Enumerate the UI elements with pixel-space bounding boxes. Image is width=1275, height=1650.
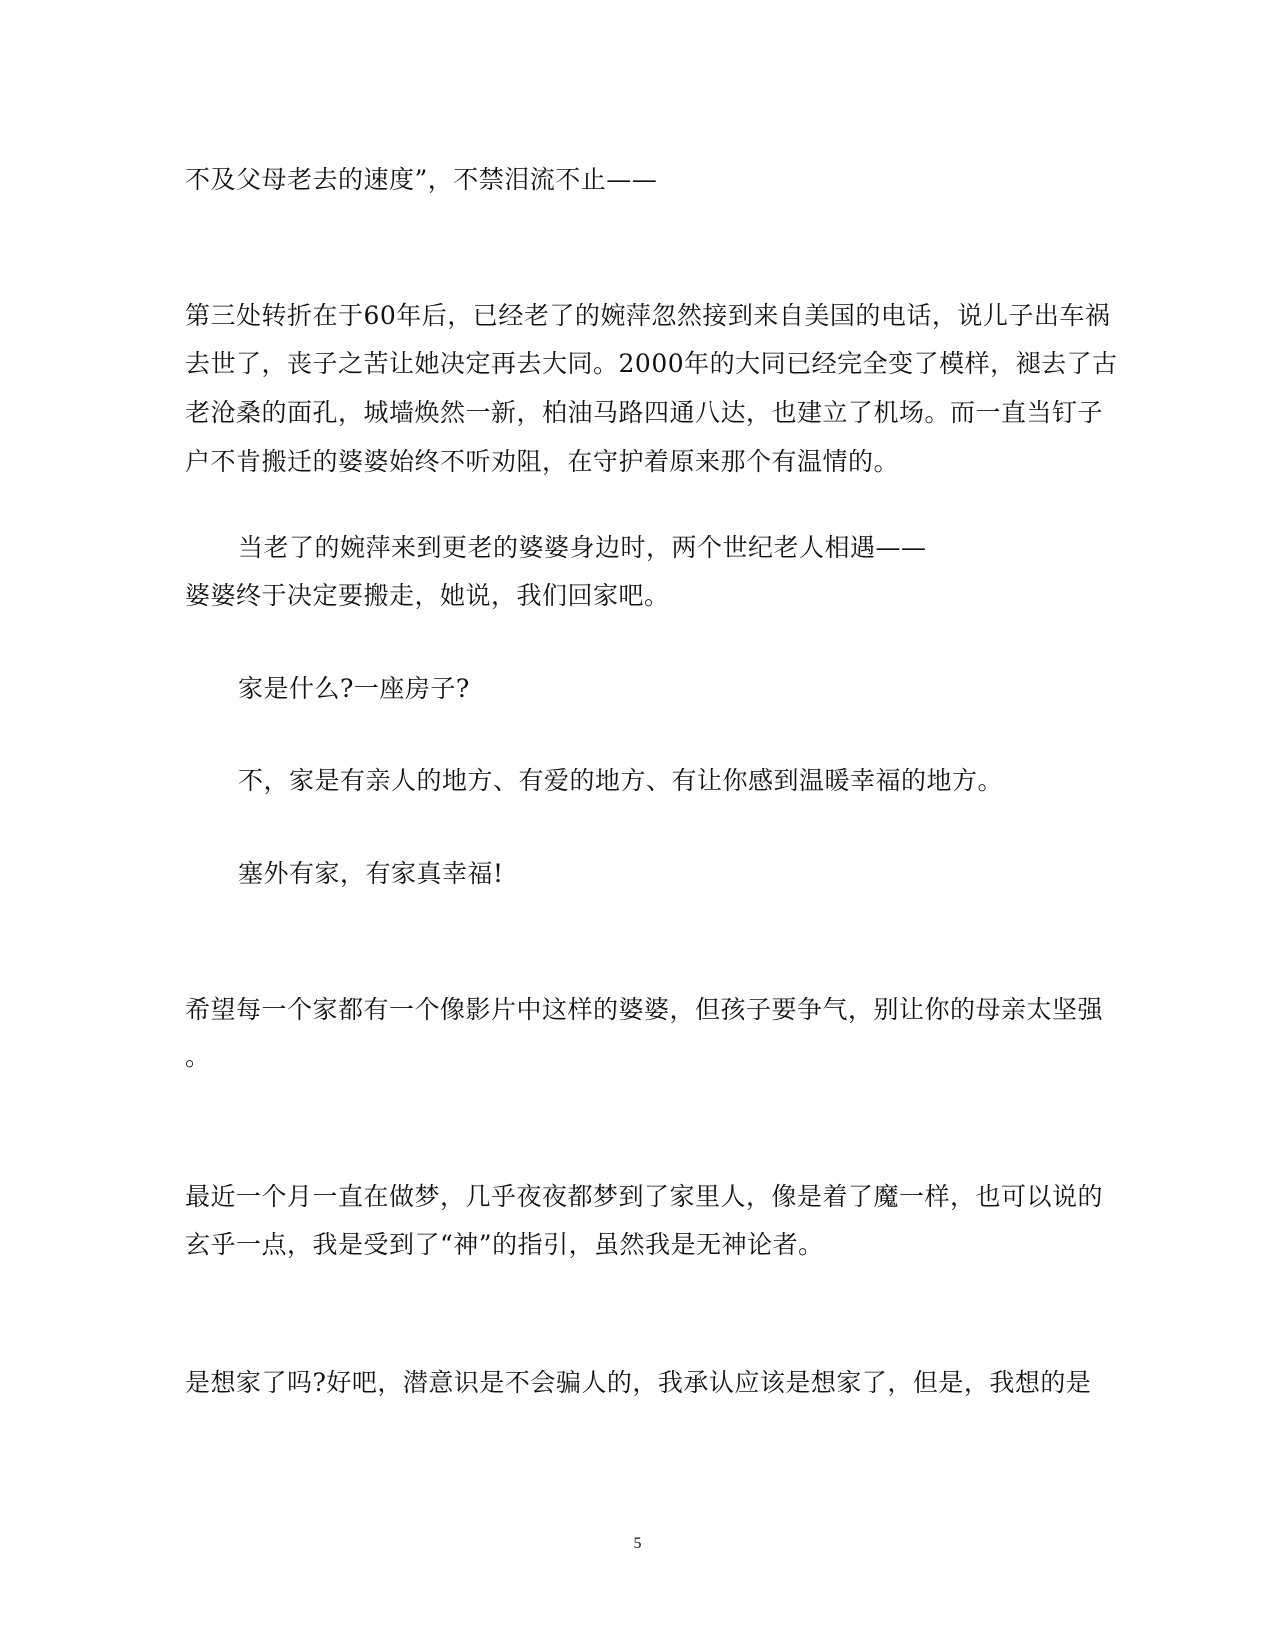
text-line: 当老了的婉萍来到更老的婆婆身边时，两个世纪老人相遇—— [238,533,927,562]
text-line: 希望每一个家都有一个像影片中这样的婆婆，但孩子要争气，别让你的母亲太坚强 [185,995,1104,1024]
page-number: 5 [633,1535,642,1552]
text-line: 老沧桑的面孔，城墙焕然一新，柏油马路四通八达，也建立了机场。而一直当钉子 [185,398,1104,427]
text-line: 玄乎一点，我是受到了“神”的指引，虽然我是无神论者。 [185,1230,824,1259]
text-line: 最近一个月一直在做梦，几乎夜夜都梦到了家里人，像是着了魔一样，也可以说的 [185,1182,1104,1211]
text-line: 是想家了吗?好吧，潜意识是不会骗人的，我承认应该是想家了，但是，我想的是 [185,1368,1092,1397]
text-line: 户不肯搬迁的婆婆始终不听劝阻，在守护着原来那个有温情的。 [185,447,900,476]
text-line: 不及父母老去的速度”，不禁泪流不止—— [185,165,658,194]
text-line: 家是什么?一座房子? [238,674,470,703]
text-line: 塞外有家，有家真幸福! [238,859,504,888]
text-line: 。 [185,1042,211,1071]
text-line: 婆婆终于决定要搬走，她说，我们回家吧。 [185,581,670,610]
text-line: 第三处转折在于60年后，已经老了的婉萍忽然接到来自美国的电话，说儿子出车祸 [185,301,1111,330]
text-line: 不，家是有亲人的地方、有爱的地方、有让你感到温暖幸福的地方。 [238,766,1004,795]
text-line: 去世了，丧子之苦让她决定再去大同。2000年的大同已经完全变了模样，褪去了古 [185,349,1118,378]
